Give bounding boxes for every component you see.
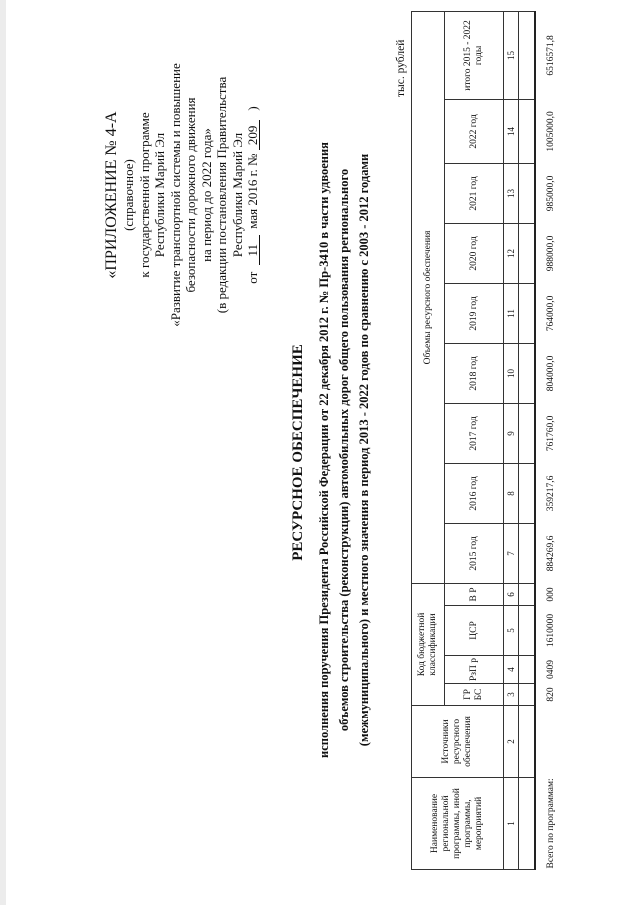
header-budget-code: Код бюджетной классификации	[412, 583, 445, 705]
document-title: РЕСУРСНОЕ ОБЕСПЕЧЕНИЕ	[290, 344, 306, 561]
col-number: 13	[504, 163, 519, 223]
units-label: тыс. рублей	[395, 39, 407, 97]
header-year-2016: 2016 год	[445, 463, 504, 523]
appendix-block	[102, 30, 261, 360]
total-all-years: 6516571,8	[546, 35, 556, 76]
appendix-program-name-3: на период до 2022 года»	[198, 128, 214, 262]
col-number: 7	[504, 523, 519, 583]
header-source: Источники ресурсного обеспечения	[412, 706, 504, 778]
total-2015: 884269,6	[546, 535, 556, 572]
date-prefix: от	[245, 271, 260, 284]
empty-row	[519, 11, 536, 869]
document-subtitle	[314, 15, 374, 885]
date-number: 209	[246, 120, 260, 150]
total-grbs: 820	[546, 687, 556, 702]
total-2022: 1005000,0	[546, 111, 556, 152]
header-row-1	[412, 11, 445, 869]
subtitle-line-3: (межмуниципального) и местного значения в период 2013 - 2022 годов по сравнению с 2003 - 2012 годами	[357, 153, 371, 747]
total-rzpr: 0409	[546, 660, 556, 679]
total-2019: 764000,0	[546, 295, 556, 332]
total-2016: 359217,6	[546, 475, 556, 512]
date-month-year: мая 2016 г. №	[245, 153, 260, 229]
col-number: 3	[504, 684, 519, 706]
col-number: 11	[504, 283, 519, 343]
col-number: 15	[504, 11, 519, 99]
resource-table	[411, 11, 561, 870]
header-year-2021: 2021 год	[445, 163, 504, 223]
total-vr: 000	[546, 587, 556, 602]
date-close: )	[245, 106, 260, 111]
header-total-years: итого 2015 - 2022 годы	[445, 11, 504, 99]
col-number: 4	[504, 656, 519, 684]
appendix-program-name-2: безопасности дорожного движения	[183, 97, 198, 293]
col-number: 8	[504, 463, 519, 523]
col-number: 2	[504, 706, 519, 778]
col-number: 10	[504, 343, 519, 403]
header-program-name: Наименование региональной программы, иной программы, мероприятий	[412, 778, 504, 870]
total-2018: 804000,0	[546, 355, 556, 392]
col-number: 1	[504, 778, 519, 870]
appendix-heading: «ПРИЛОЖЕНИЕ № 4-А	[103, 111, 120, 279]
total-2017: 761760,0	[546, 415, 556, 452]
header-volumes: Объемы ресурсного обеспечения	[412, 11, 445, 583]
subtitle-line-1: исполнения поручения Президента Российской Федерации от 22 декабря 2012 г. № Пр-3410 в части удвоения	[317, 142, 331, 758]
column-number-row	[504, 11, 519, 869]
col-number: 14	[504, 99, 519, 163]
header-year-2018: 2018 год	[445, 343, 504, 403]
appendix-date-line	[245, 30, 261, 360]
col-number: 12	[504, 223, 519, 283]
appendix-reference-note: (справочное)	[121, 159, 136, 231]
col-number: 9	[504, 403, 519, 463]
subtitle-line-2: объемов строительства (реконструкции) автомобильных дорог общего пользования регионального	[337, 168, 351, 732]
appendix-program-name-1: «Развитие транспортной системы и повышение	[167, 63, 183, 327]
header-year-2020: 2020 год	[445, 223, 504, 283]
total-2021: 985000,0	[546, 175, 556, 212]
total-2020: 988000,0	[546, 235, 556, 272]
header-year-2019: 2019 год	[445, 283, 504, 343]
appendix-government-line: Республики Марий Эл	[229, 132, 245, 258]
header-year-2017: 2017 год	[445, 403, 504, 463]
header-year-2015: 2015 год	[445, 523, 504, 583]
appendix-edition-line: (в редакции постановления Правительства	[214, 76, 229, 314]
appendix-republic-line: Республики Марий Эл	[152, 132, 167, 258]
header-csr: ЦСР	[445, 606, 504, 656]
total-csr: 1610000	[546, 613, 556, 648]
appendix-program-line: к государственной программе	[136, 112, 152, 278]
date-day: 11	[246, 235, 260, 265]
total-row	[542, 11, 561, 869]
header-year-2022: 2022 год	[445, 99, 504, 163]
total-label: Всего по программам:	[546, 778, 556, 869]
col-number: 6	[504, 583, 519, 605]
header-vr: В Р	[445, 583, 504, 605]
col-number: 5	[504, 606, 519, 656]
header-rzpr: РзП р	[445, 656, 504, 684]
header-grbs: ГР БС	[445, 684, 504, 706]
